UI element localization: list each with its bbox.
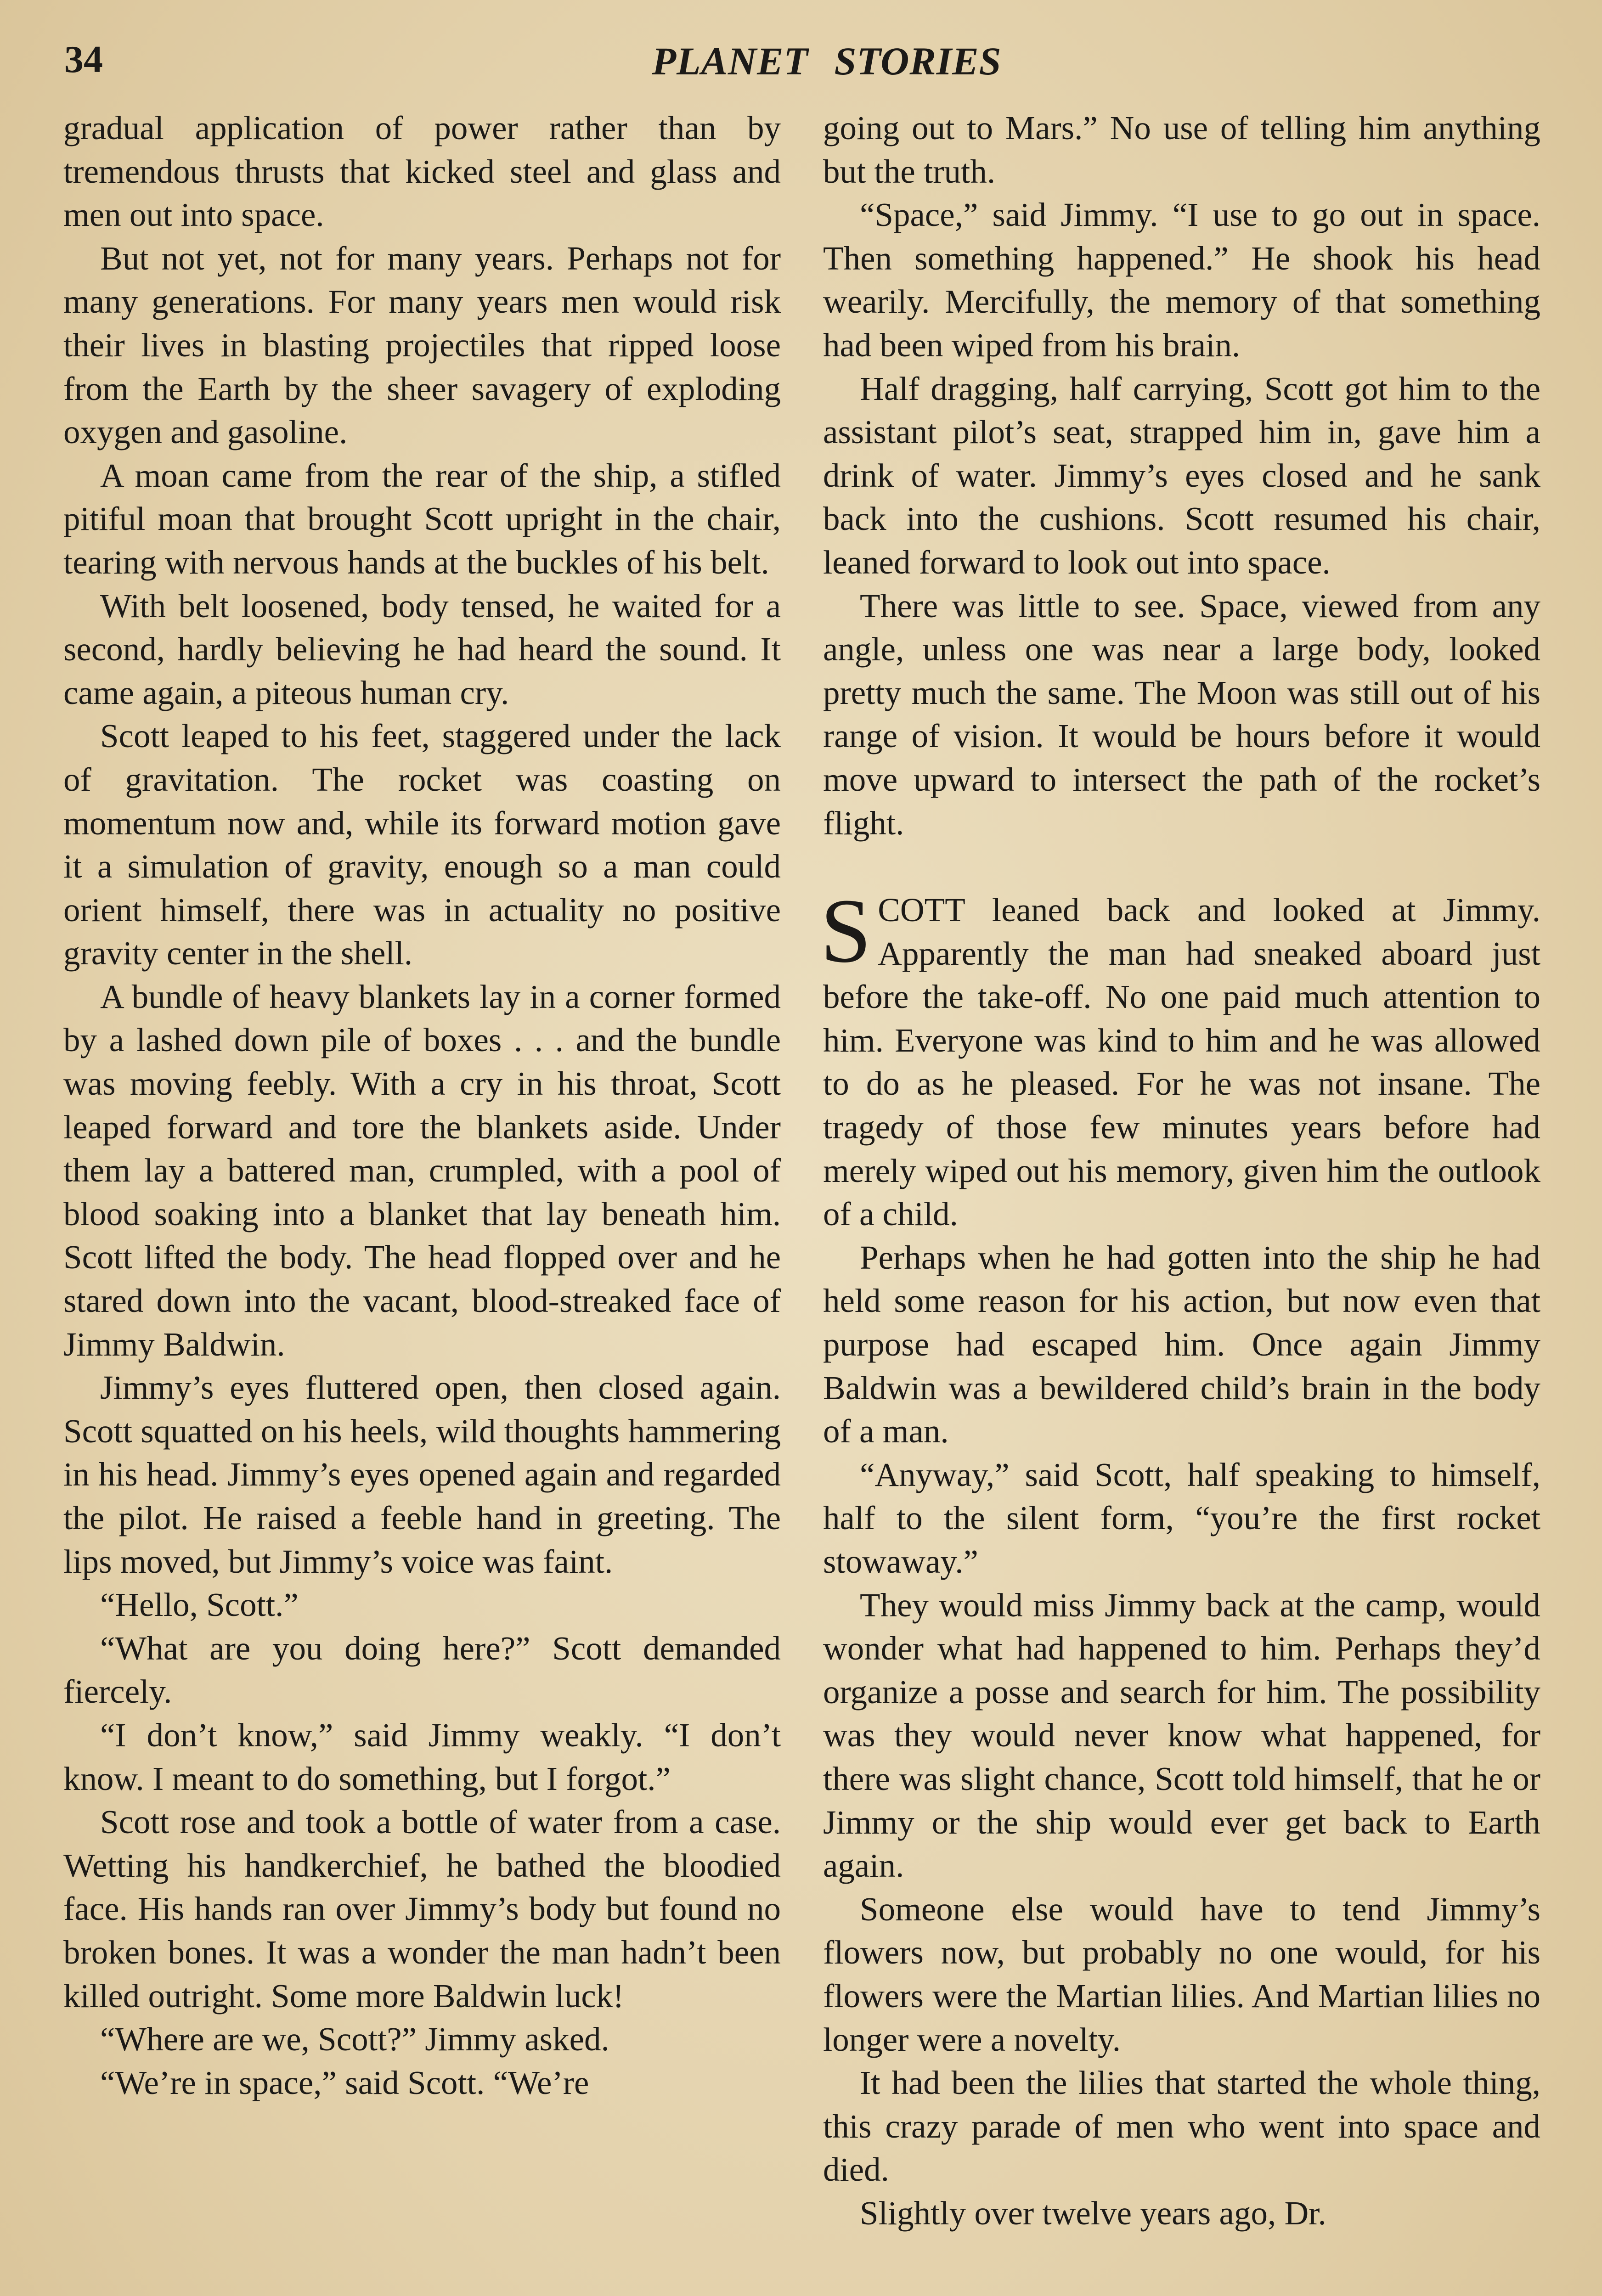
paragraph: going out to Mars.” No use of telling him anything but the truth.	[823, 109, 1540, 190]
right-column	[820, 107, 1540, 2235]
paragraph: “Where are we, Scott?” Jimmy asked.	[100, 2020, 609, 2058]
paragraph: “What are you doing here?” Scott demanded fiercely.	[63, 1629, 781, 1711]
paragraph: But not yet, not for many years. Perhaps not for many generations. For many years men would risk their lives in blasting projectiles that ripped loose from the Earth by the sheer savagery of exploding oxygen and gasoline.	[63, 239, 781, 451]
paragraph: Scott leaped to his feet, staggered under the lack of gravitation. The rocket was coasting on momentum now and, while its forward motion gave it a simulation of gravity, enough so a man could orient himself, there was in actuality no positive gravity center in the shell.	[63, 717, 781, 972]
paragraph: Perhaps when he had gotten into the ship he had held some reason for his action, but now even that purpose had escaped him. Once again Jimmy Baldwin was a bewildered child’s brain in the body of a man.	[823, 1238, 1540, 1450]
paragraph: “I don’t know,” said Jimmy weakly. “I don’t know. I meant to do something, but I forgot.”	[63, 1716, 781, 1797]
section-opening-paragraph	[820, 880, 1540, 1236]
paragraph: With belt loosened, body tensed, he waited for a second, hardly believing he had heard the sound. It came again, a piteous human cry.	[63, 587, 781, 711]
paragraph: “Space,” said Jimmy. “I use to go out in space. Then something happened.” He shook his head wearily. Mercifully, the memory of that something had been wiped from his brain.	[823, 196, 1540, 364]
paragraph: “Anyway,” said Scott, half speaking to himself, half to the silent form, “you’re the first rocket stowaway.”	[823, 1456, 1540, 1580]
paragraph-text: COTT leaned back and looked at Jimmy. Apparently the man had sneaked aboard just before the take-off. No one paid much attention to him. Everyone was kind to him and he was allowed to do as he pleased. For he was not insane. The tragedy of those few minutes years before had merely wiped out his memory, given him the outlook of a child.	[823, 891, 1540, 1233]
left-column	[63, 107, 781, 2105]
paragraph: “We’re in space,” said Scott. “We’re	[100, 2064, 589, 2101]
paragraph: Someone else would have to tend Jimmy’s flowers now, but probably no one would, for his flowers were the Martian lilies. And Martian lilies no longer were a novelty.	[823, 1890, 1540, 2058]
paragraph: gradual application of power rather than by tremendous thrusts that kicked steel and glass and men out into space.	[63, 109, 781, 234]
paragraph: Slightly over twelve years ago, Dr.	[860, 2194, 1326, 2232]
magazine-title: PLANET STORIES	[652, 39, 1002, 83]
paragraph: There was little to see. Space, viewed from any angle, unless one was near a large body, looked pretty much the same. The Moon was still out of his range of vision. It would be hours before it would move upward to intersect the path of the rocket’s flight.	[823, 587, 1540, 842]
paragraph: It had been the lilies that started the whole thing, this crazy parade of men who went into space and died.	[823, 2064, 1540, 2189]
page-number: 34	[64, 38, 103, 81]
paragraph: Half dragging, half carrying, Scott got him to the assistant pilot’s seat, strapped him in, gave him a drink of water. Jimmy’s eyes closed and he sank back into the cushions. Scott resumed his chair, leaned forward to look out into space.	[823, 370, 1540, 581]
paragraph: They would miss Jimmy back at the camp, would wonder what had happened to him. Perhaps they’d organize a posse and search for him. The possibility was they would never know what happened, for there was slight chance, Scott told himself, that he or Jimmy or the ship would ever get back to Earth again.	[823, 1586, 1540, 1885]
paragraph: A moan came from the rear of the ship, a stifled pitiful moan that brought Scott upright in the chair, tearing with nervous hands at the buckles of his belt.	[63, 456, 781, 581]
drop-cap: S	[820, 880, 872, 982]
paragraph: Scott rose and took a bottle of water from a case. Wetting his handkerchief, he bathed the bloodied face. His hands ran over Jimmy’s body but found no broken bones. It was a wonder the man hadn’t been killed outright. Some more Baldwin luck!	[63, 1803, 781, 2015]
paragraph: Jimmy’s eyes fluttered open, then closed again. Scott squatted on his heels, wild thoughts hammering in his head. Jimmy’s eyes opened again and regarded the pilot. He raised a feeble hand in greeting. The lips moved, but Jimmy’s voice was faint.	[63, 1369, 781, 1580]
paragraph: “Hello, Scott.”	[100, 1586, 299, 1624]
paragraph: A bundle of heavy blankets lay in a corner formed by a lashed down pile of boxes . . . and the bundle was moving feebly. With a cry in his throat, Scott leaped forward and tore the blankets aside. Under them lay a battered man, crumpled, with a pool of blood soaking into a blanket that lay beneath him. Scott lifted the body. The head flopped over and he stared down into the vacant, blood-streaked face of Jimmy Baldwin.	[63, 978, 781, 1363]
